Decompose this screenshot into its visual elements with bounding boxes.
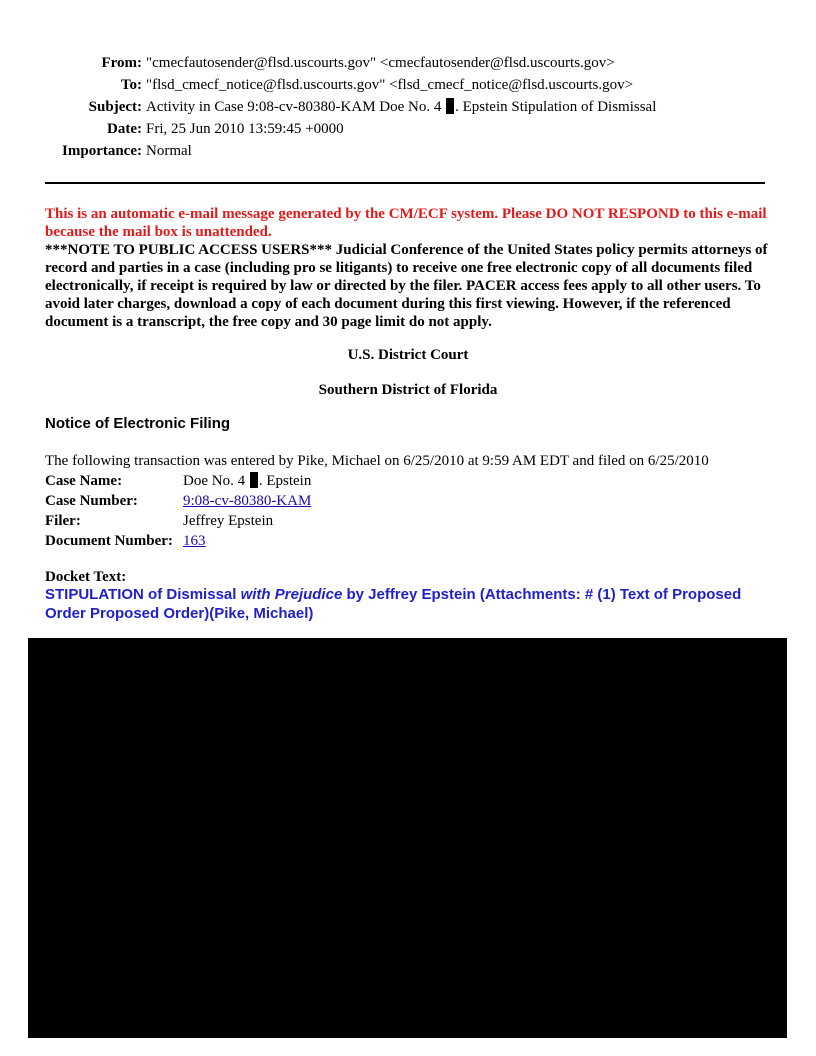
docket-text-italic: with Prejudice xyxy=(240,586,343,603)
docket-text-before: STIPULATION of Dismissal xyxy=(45,586,241,603)
from-label: From: xyxy=(101,55,142,71)
auto-message: This is an automatic e-mail message generated by the CM/ECF system. Please DO NOT RESPOND to this e-mail because the mail box is unattended. xyxy=(45,206,767,240)
court-name: U.S. District Court xyxy=(347,347,469,363)
docket-text-label: Docket Text: xyxy=(45,569,127,585)
to-row xyxy=(45,74,785,96)
redaction-mark xyxy=(446,98,454,114)
redaction-mark xyxy=(250,472,258,488)
case-number-row xyxy=(45,491,311,511)
header-divider xyxy=(45,182,765,184)
redaction-block xyxy=(28,638,787,1038)
from-value: "cmecfautosender@flsd.uscourts.gov" <cmecfautosender@flsd.uscourts.gov> xyxy=(146,55,615,71)
case-name-value xyxy=(183,471,311,491)
case-number-label: Case Number: xyxy=(45,493,138,509)
case-name-suffix: . Epstein xyxy=(258,473,312,489)
document-number-row xyxy=(45,531,311,551)
subject-value xyxy=(146,96,656,118)
docket-text-after: by Jeffrey Epstein (Attachments: # (1) Text of Proposed Order Proposed Order)(Pike, Michael) xyxy=(45,586,742,622)
importance-label: Importance: xyxy=(62,143,142,159)
case-name-row xyxy=(45,471,311,491)
subject-suffix: . Epstein Stipulation of Dismissal xyxy=(455,99,657,115)
from-row xyxy=(45,52,785,74)
document-number-link[interactable]: 163 xyxy=(183,533,206,549)
notice-title: Notice of Electronic Filing xyxy=(45,415,231,432)
filer-row xyxy=(45,511,311,531)
public-access-note: ***NOTE TO PUBLIC ACCESS USERS*** Judicial Conference of the United States policy permits attorneys of record and parties in a case (including pro se litigants) to receive one free electronic copy of all documents filed electronically, if receipt is required by law or directed by the filer. PACER access fees apply to all other users. To avoid later charges, download a copy of each document during this first viewing. However, if the referenced document is a transcript, the free copy and 30 page limit do not apply. xyxy=(45,242,768,330)
importance-row xyxy=(45,140,785,162)
case-info xyxy=(45,471,311,551)
transaction-text: The following transaction was entered by Pike, Michael on 6/25/2010 at 9:59 AM EDT and filed on 6/25/2010 xyxy=(45,453,709,469)
email-header xyxy=(45,52,785,162)
filer-value: Jeffrey Epstein xyxy=(183,513,274,529)
to-label: To: xyxy=(120,77,142,93)
to-value: "flsd_cmecf_notice@flsd.uscourts.gov" <flsd_cmecf_notice@flsd.uscourts.gov> xyxy=(146,77,634,93)
subject-prefix: Activity in Case 9:08-cv-80380-KAM Doe No. 4 xyxy=(146,99,442,115)
date-label: Date: xyxy=(107,121,142,137)
date-row xyxy=(45,118,785,140)
court-district: Southern District of Florida xyxy=(318,382,498,398)
date-value: Fri, 25 Jun 2010 13:59:45 +0000 xyxy=(146,121,344,137)
subject-label: Subject: xyxy=(88,99,142,115)
subject-row xyxy=(45,96,785,118)
case-name-prefix: Doe No. 4 xyxy=(183,473,246,489)
case-number-link[interactable]: 9:08-cv-80380-KAM xyxy=(183,493,312,509)
case-name-label: Case Name: xyxy=(45,473,123,489)
document-number-label: Document Number: xyxy=(45,533,173,549)
importance-value: Normal xyxy=(146,143,192,159)
filer-label: Filer: xyxy=(45,513,81,529)
docket-text xyxy=(45,585,765,623)
